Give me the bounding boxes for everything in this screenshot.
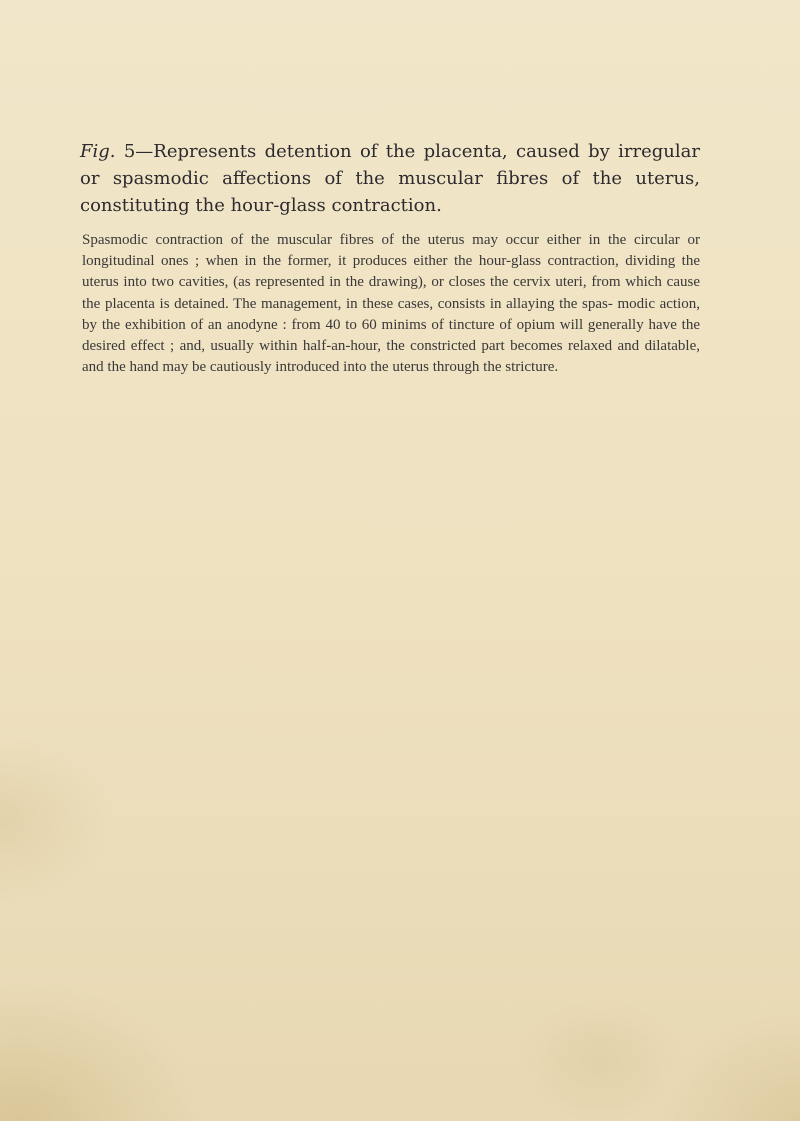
- figure-caption-text: 5—Represents detention of the placenta, caused by irregular or spasmodic affections of the muscular fibres of the uterus, constituting the hour-glass contraction.: [80, 141, 700, 216]
- body-paragraph: Spasmodic contraction of the muscular fibres of the uterus may occur either in the circular or longitudinal ones ; when in the former, it produces either the hour-glass contraction, dividing the uterus into two cavities, (as represented in the drawing), or closes the cervix uteri, from which cause the placenta is detained. The management, in these cases, consists in allaying the spas- modic action, by the exhibition of an anodyne : from 40 to 60 minims of tincture of opium will generally have the desired effect ; and, usually within half-an-hour, the constricted part becomes relaxed and dilatable, and the hand may be cautiously introduced into the uterus through the stricture.: [82, 232, 700, 376]
- figure-caption-heading: [80, 138, 700, 219]
- figure-label: Fig.: [80, 141, 116, 162]
